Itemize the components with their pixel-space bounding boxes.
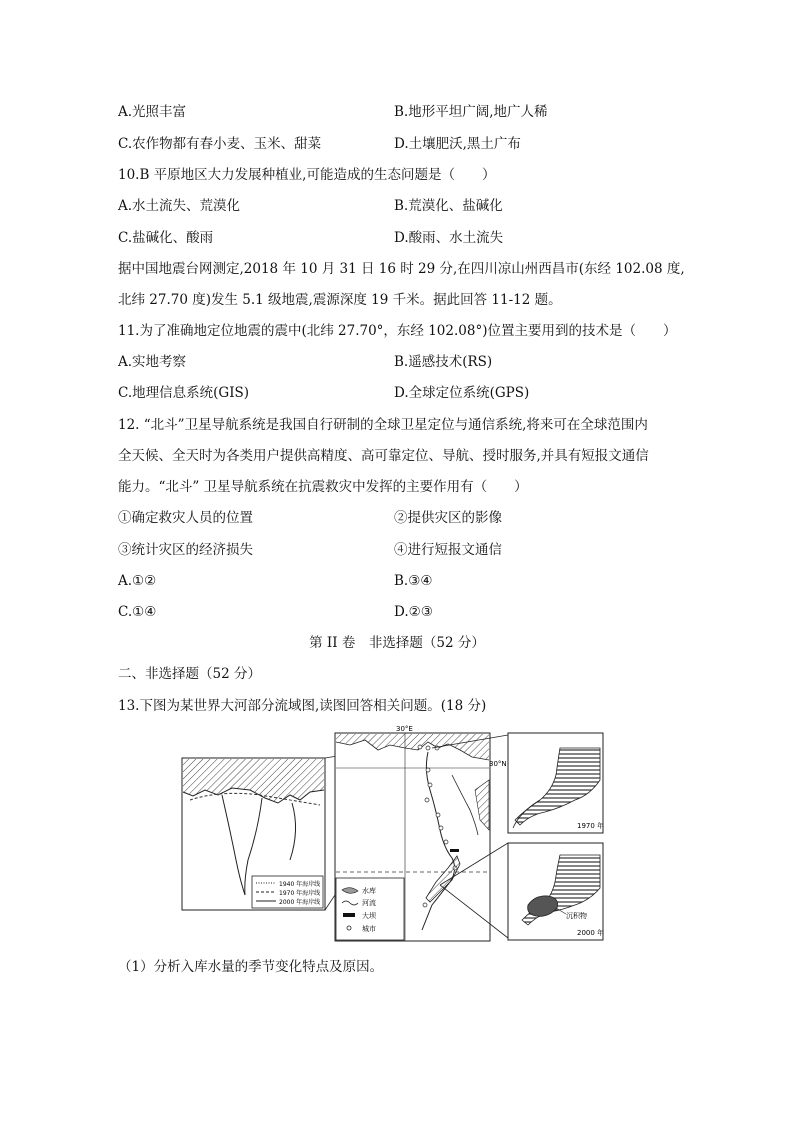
option-text: C.地理信息系统(GIS)	[118, 385, 250, 401]
inset-1970	[508, 733, 604, 833]
delta-inset	[182, 758, 325, 910]
sub-question-1: （1）分析入库水量的季节变化特点及原因。	[118, 959, 384, 975]
lat-label: 30°N	[489, 760, 507, 768]
option-text: C.盐碱化、酸雨	[118, 230, 214, 246]
dam-marker	[450, 849, 459, 852]
question-13: 13.下图为某世界大河部分流域图,读图回答相关问题。(18 分)	[118, 698, 487, 714]
option-text: D.全球定位系统(GPS)	[394, 385, 530, 401]
volume-heading: 第 II 卷 非选择题（52 分）	[309, 635, 485, 651]
legend-2000: 2000 年海岸线	[279, 899, 321, 906]
statement-text: ④进行短报文通信	[394, 542, 502, 558]
dam-legend-icon	[343, 913, 355, 917]
year-2000-label: 2000 年	[577, 929, 605, 937]
sediment-label: 沉积物	[566, 912, 587, 920]
question-11: 11.为了准确地定位地震的震中(北纬 27.70°，东经 102.08°)位置主要用到的技术是（ ）	[118, 323, 677, 339]
option-text: B.荒漠化、盐碱化	[394, 198, 503, 214]
option-text: C.①④	[118, 604, 157, 620]
inset-2000	[508, 843, 604, 940]
statement-text: ②提供灾区的影像	[394, 510, 502, 526]
city-legend-icon	[347, 926, 351, 930]
option-text: A.水土流失、荒漠化	[118, 198, 241, 214]
question-10: 10.B 平原地区大力发展种植业,可能造成的生态问题是（ ）	[118, 167, 496, 183]
legend-city: 城市	[362, 925, 376, 933]
main-map	[335, 725, 507, 941]
lon-label: 30°E	[396, 725, 413, 733]
question-12: 能力。“北斗” 卫星导航系统在抗震救灾中发挥的主要作用有（ ）	[118, 479, 528, 495]
option-text: D.酸雨、水土流失	[394, 230, 504, 246]
legend-1940: 1940 年海岸线	[279, 881, 321, 888]
legend-river: 河流	[362, 899, 376, 907]
statement-text: ①确定救灾人员的位置	[118, 510, 253, 526]
option-text: A.光照丰富	[118, 104, 187, 120]
option-text: A.实地考察	[118, 354, 187, 370]
option-text: D.土壤肥沃,黑土广布	[394, 136, 521, 152]
year-1970-label: 1970 年	[577, 822, 605, 830]
legend-1970: 1970 年海岸线	[279, 890, 321, 897]
option-text: A.①②	[118, 573, 157, 589]
statement-text: ③统计灾区的经济损失	[118, 542, 253, 558]
river-basin-figure	[180, 720, 620, 945]
section-heading: 二、非选择题（52 分）	[118, 666, 261, 682]
option-text: B.地形平坦广阔,地广人稀	[394, 104, 548, 120]
option-text: B.遥感技术(RS)	[394, 354, 493, 370]
question-12: 12. “北斗”卫星导航系统是我国自行研制的全球卫星定位与通信系统,将来可在全球范围内	[118, 417, 648, 433]
passage-text: 据中国地震台网测定,2018 年 10 月 31 日 16 时 29 分,在四川凉山州西昌市(东经 102.08 度,	[118, 261, 685, 277]
legend-reservoir: 水库	[362, 887, 376, 895]
question-12: 全天候、全天时为各类用户提供高精度、高可靠定位、导航、授时服务,并具有短报文通信	[118, 448, 649, 464]
legend-dam: 大坝	[362, 912, 376, 920]
option-text: C.农作物都有春小麦、玉米、甜菜	[118, 136, 322, 152]
option-text: B.③④	[394, 573, 433, 589]
option-text: D.②③	[394, 604, 433, 620]
passage-text: 北纬 27.70 度)发生 5.1 级地震,震源深度 19 千米。据此回答 11-12 题。	[118, 292, 562, 308]
